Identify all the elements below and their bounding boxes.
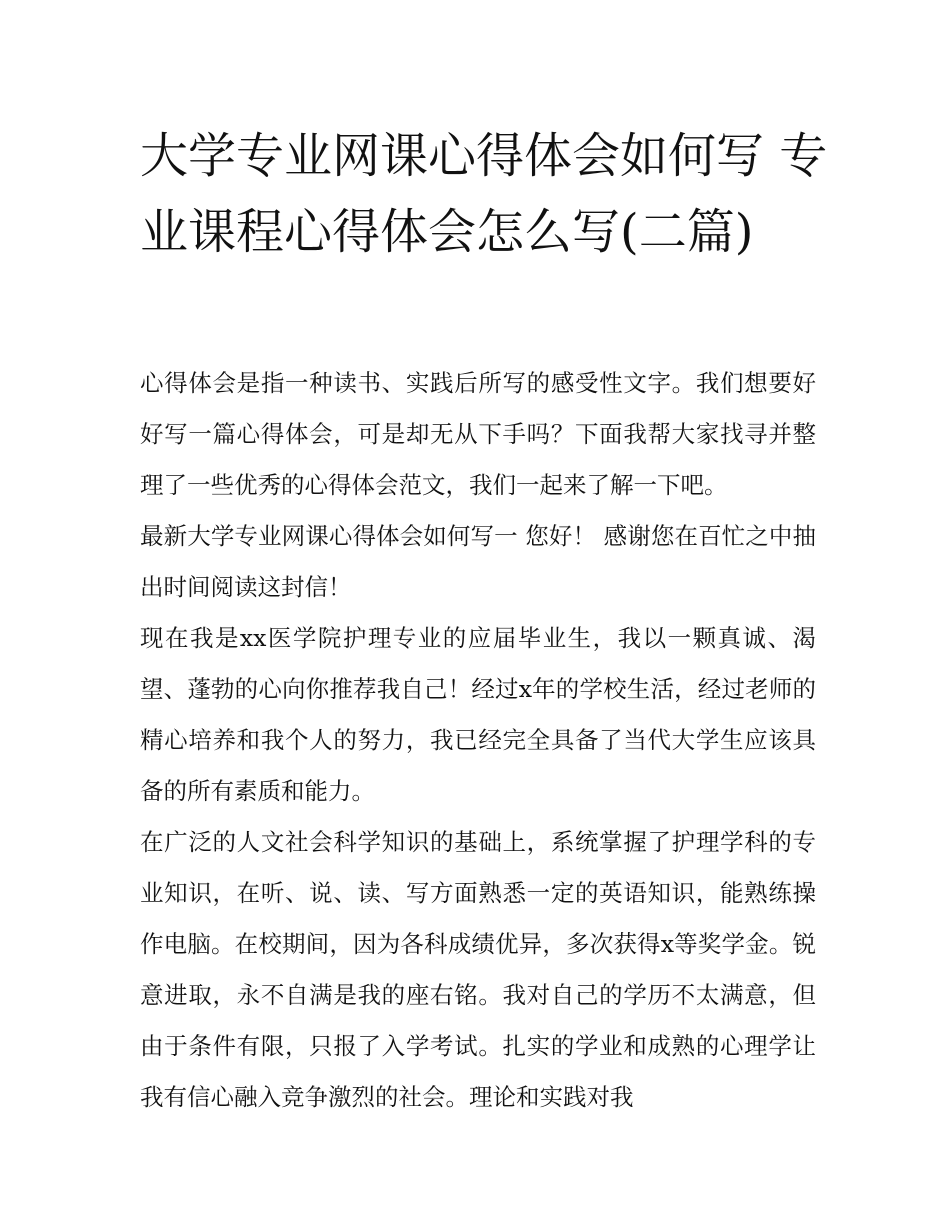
paragraph-intro: 心得体会是指一种读书、实践后所写的感受性文字。我们想要好好写一篇心得体会，可是却无从下手吗？下面我帮大家找寻并整理了一些优秀的心得体会范文，我们一起来了解一下吧。 xyxy=(140,369,816,499)
paragraph-greeting: 最新大学专业网课心得体会如何写一 您好！ 感谢您在百忙之中抽出时间阅读这封信！ xyxy=(140,522,816,601)
paragraph-self-introduction: 现在我是xx医学院护理专业的应届毕业生，我以一颗真诚、渴望、蓬勃的心向你推荐我自己！经过x年的学校生活，经过老师的精心培养和我个人的努力，我已经完全具备了当代大学生应该具备的所有素质和能力。 xyxy=(140,624,816,805)
paragraph-qualifications: 在广泛的人文社会科学知识的基础上，系统掌握了护理学科的专业知识，在听、说、读、写方面熟悉一定的英语知识，能熟练操作电脑。在校期间，因为各科成绩优异，多次获得x等奖学金。锐意进取，永不自满是我的座右铭。我对自己的学历不太满意，但由于条件有限，只报了入学考试。扎实的学业和成熟的心理学让我有信心融入竞争激烈的社会。理论和实践对我 xyxy=(140,828,816,1111)
document-body xyxy=(140,358,816,1123)
document-title: 大学专业网课心得体会如何写 专业课程心得体会怎么写(二篇) xyxy=(140,128,828,260)
